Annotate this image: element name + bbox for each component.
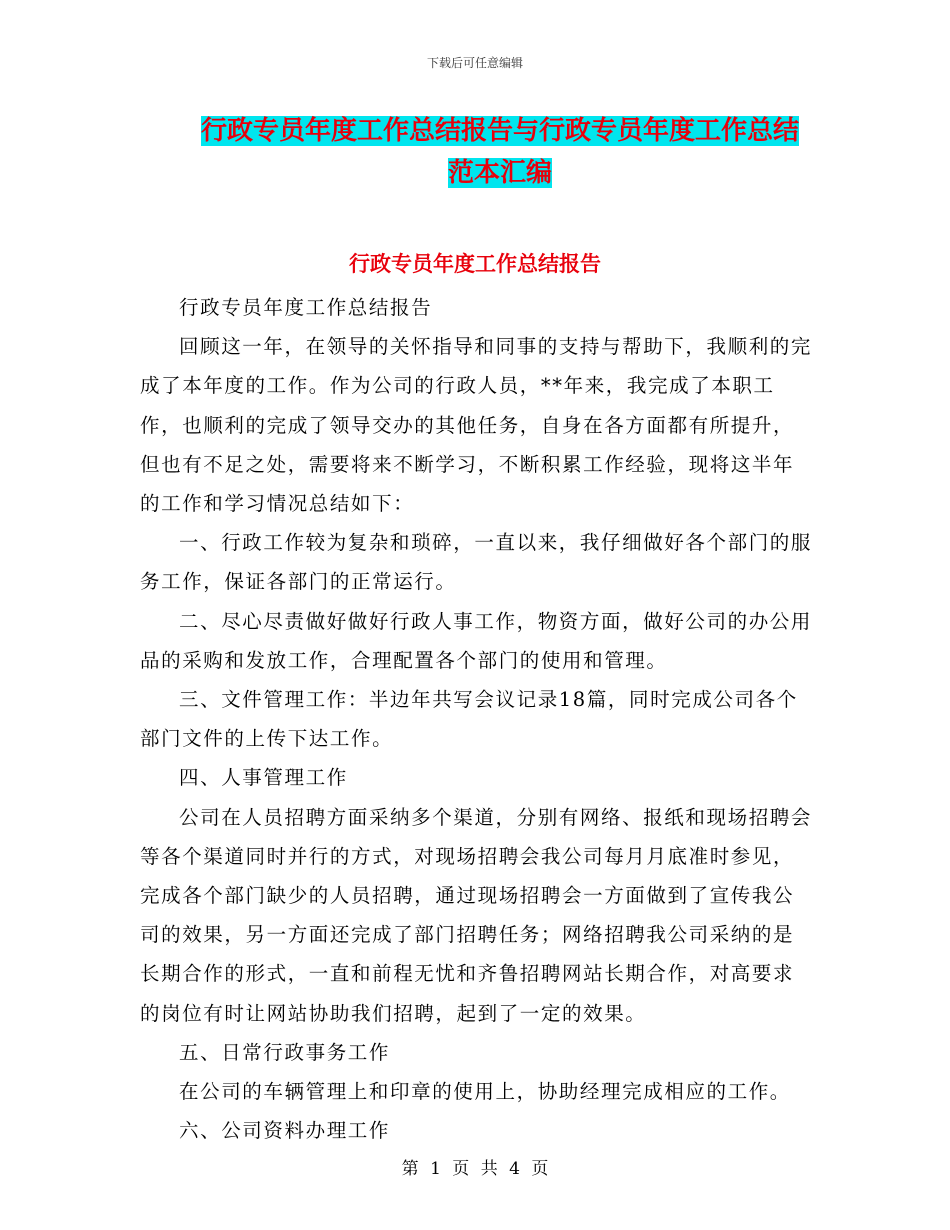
paragraph: 四、人事管理工作 [179,766,348,790]
document-title-line-2: 范本汇编 [447,158,552,188]
header-note: 下载后可任意编辑 [426,56,523,70]
document-title [190,110,810,194]
paragraph: 公司在人员招聘方面采纳多个渠道，分别有网络、报纸和现场招聘会等各个渠道同时并行的方式，对现场招聘会我公司每月月底准时参见，完成各个部门缺少的人员招聘，通过现场招聘会一方面做到了宣传我公司的效果，另一方面还完成了部门招聘任务；网络招聘我公司采纳的是长期合作的形式，一直和前程无忧和齐鲁招聘网站长期合作，对高要求的岗位有时让网站协助我们招聘，起到了一定的效果。 [140,805,813,1025]
paragraph: 行政专员年度工作总结报告 [179,296,433,319]
paragraph: 六、公司资料办理工作 [179,1119,391,1143]
paragraph: 在公司的车辆管理上和印章的使用上，协助经理完成相应的工作。 [179,1080,791,1104]
page-number-footer: 第 1 页 共 4 页 [401,1159,549,1179]
paragraph: 三、文件管理工作：半边年共写会议记录18篇，同时完成公司各个部门文件的上传下达工作。 [140,688,798,751]
paragraph: 五、日常行政事务工作 [179,1040,391,1064]
document-title-line-1: 行政专员年度工作总结报告与行政专员年度工作总结 [200,116,799,146]
body-text [140,288,815,1150]
paragraph: 一、行政工作较为复杂和琐碎，一直以来，我仔细做好各个部门的服务工作，保证各部门的正常运行。 [140,531,813,594]
paragraph: 回顾这一年，在领导的关怀指导和同事的支持与帮助下，我顺利的完成了本年度的工作。作为公司的行政人员，**年来，我完成了本职工作，也顺利的完成了领导交办的其他任务，自身在各方面都有所提升，但也有不足之处，需要将来不断学习，不断积累工作经验，现将这半年的工作和学习情况总结如下： [140,335,813,516]
section-title: 行政专员年度工作总结报告 [349,252,601,276]
paragraph: 二、尽心尽责做好做好行政人事工作，物资方面，做好公司的办公用品的采购和发放工作，合理配置各个部门的使用和管理。 [140,609,813,672]
